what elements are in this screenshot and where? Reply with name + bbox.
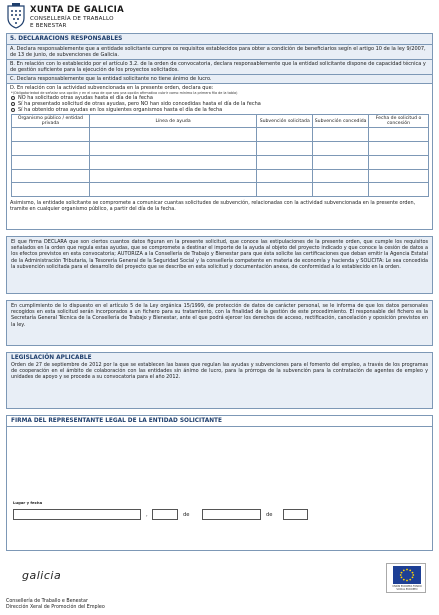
table-cell[interactable] xyxy=(369,128,429,142)
table-row xyxy=(12,128,429,142)
col-granted: Subvención concedida xyxy=(313,115,369,128)
signature-section xyxy=(6,415,433,551)
signature-title: FIRMA DEL REPRESENTANTE LEGAL DE LA ENTIDAD SOLICITANTE xyxy=(7,416,432,427)
day-field[interactable] xyxy=(152,509,178,520)
option-aid-obtained-label: Sí ha obtenido otras ayudas en los siguientes organismos hasta el día de la fecha xyxy=(18,107,223,114)
legislation-title: LEGISLACIÓN APLICABLE xyxy=(11,355,92,361)
table-cell[interactable] xyxy=(313,128,369,142)
brand-title: XUNTA DE GALICIA xyxy=(30,5,124,15)
table-cell[interactable] xyxy=(257,169,313,183)
table-cell[interactable] xyxy=(257,155,313,169)
option-requested-not-granted-label: Sí ha presentado solicitud de otras ayudas, pero NO han sido concedidas hasta el día de la fecha xyxy=(18,101,261,108)
brand-subtitle xyxy=(30,16,114,29)
option-aid-obtained-radio[interactable] xyxy=(11,108,15,112)
table-cell[interactable] xyxy=(369,183,429,197)
table-cell[interactable] xyxy=(313,142,369,156)
comma-separator: , xyxy=(146,512,148,518)
declarations-section xyxy=(6,33,433,230)
table-cell[interactable] xyxy=(12,128,90,142)
declaration-d-note: *(Obligatoriedad de señalar una opción y en el caso de que sea una opción afirmativa cubrir como mínimo la primera fila de la tabla) xyxy=(11,91,238,95)
table-cell[interactable] xyxy=(257,128,313,142)
de-separator-2: de xyxy=(266,512,273,518)
xunta-crest-icon xyxy=(6,3,26,29)
privacy-section xyxy=(6,300,433,346)
table-cell[interactable] xyxy=(313,183,369,197)
option-no-aid-label: NO ha solicitado otras ayudas hasta el día de la fecha xyxy=(18,95,153,102)
table-row xyxy=(12,155,429,169)
table-cell[interactable] xyxy=(369,169,429,183)
month-field[interactable] xyxy=(202,509,261,520)
declaration-a: A. Declara responsablemente que a entidade solicitante cumpre os requisitos establecidos para obter a condición de beneficiarios segín el artigo 10 de la ley 9/2007, de 13 de junio, de subvenciones de Galicia. xyxy=(7,45,432,60)
table-row xyxy=(12,142,429,156)
table-cell[interactable] xyxy=(313,155,369,169)
eu-flag-icon xyxy=(393,566,421,584)
place-date-label: Lugar y fecha xyxy=(13,500,43,505)
col-requested: Subvención solicitada xyxy=(257,115,313,128)
col-aid-line: Línea de ayuda xyxy=(89,115,256,128)
footer-lines xyxy=(6,599,105,611)
legislation-text: Orden de 27 de septiembre de 2012 por la que se establecen las bases que regulan las ayudas y subvenciones para el fomento del empleo, a través de los programas de cooperación en el ámbito de colaboración con las entidades sin ánimo de lucro, para la prórroga de la subvención para la contratación de agentes de empleo y unidades de apoyo y se procede a su convocatoria para el año 2012. xyxy=(11,362,428,381)
other-aid-table xyxy=(11,114,429,197)
table-cell[interactable] xyxy=(12,183,90,197)
table-cell[interactable] xyxy=(89,155,256,169)
brand-subtitle-line-2: E BENESTAR xyxy=(30,22,67,29)
table-cell[interactable] xyxy=(12,142,90,156)
table-cell[interactable] xyxy=(12,155,90,169)
declaration-d-title: D. En relación con la actividad subvencionada en la presente orden, declara que: xyxy=(10,85,214,91)
col-date: Fecha de solicitud o concesión xyxy=(369,115,429,128)
footer-line-2: Dirección Xeral de Promoción del Empleo xyxy=(6,605,105,611)
declares-text: El que firma DECLARA que son ciertos cuantos datos figuran en la presente solicitud, que conoce las estipulaciones de la presente orden, que cumple los requisitos señalados en la orden que regula estas ayudas, que se compromete a destinar el importe de la ayuda al objeto del proyecto indicado y que conoce la cesión de datos a los efectos previstos en esta convocatoria; AUTORIZA a la Consellería de Trabajo y Bienestar para que ésta solicite las certificaciones que deban emitir la Agencia Estatal de la Administración Tributaria, la Tesorería General de la Seguridad Social y la consellería competente en materia de economía y hacienda y SOLICITA: Le sea concedida la subvención solicitada para el desarrollo del proyecto que se describe en esta solicitud y documentación anexa, de conformidad a lo establecido en la orden. xyxy=(11,239,428,270)
legislation-section xyxy=(6,352,433,409)
table-cell[interactable] xyxy=(89,169,256,183)
table-row xyxy=(12,169,429,183)
table-cell[interactable] xyxy=(89,183,256,197)
table-cell[interactable] xyxy=(369,155,429,169)
table-cell[interactable] xyxy=(369,142,429,156)
declaration-d xyxy=(7,84,432,214)
option-no-aid-radio[interactable] xyxy=(11,96,15,100)
brand-subtitle-line-1: CONSELLERÍA DE TRABALLO xyxy=(30,16,114,22)
footer-line-1: Consellería de Traballo e Benestar xyxy=(6,599,88,604)
col-organism: Organismo público / entidad privada xyxy=(12,115,90,128)
declares-authorizes-section xyxy=(6,236,433,294)
privacy-text: En cumplimiento de lo dispuesto en el artículo 5 de la Ley orgánica 15/1999, de protección de datos de carácter personal, se le informa de que los datos personales recogidos en esta solicitud serán incorporados a un fichero para su tratamiento, con la finalidad de la gestión de este procedimiento. El responsable del fichero es la Secretaría General Técnica de la Consellería de Trabajo y Bienestar, ante el que podrá ejercer los derechos de acceso, rectificación, cancelación y oposición previstos en la ley. xyxy=(11,303,428,328)
option-aid-obtained[interactable] xyxy=(9,107,430,113)
table-cell[interactable] xyxy=(313,169,369,183)
table-cell[interactable] xyxy=(89,142,256,156)
table-cell[interactable] xyxy=(257,183,313,197)
eu-caption: UNIÓN EUROPEA FONDO SOCIAL EUROPEO xyxy=(392,585,422,591)
page-header xyxy=(6,3,433,33)
table-row xyxy=(12,183,429,197)
declaration-c: C. Declara responsablemente que la entidad solicitante no tiene ánimo de lucro. xyxy=(7,75,432,84)
year-field[interactable] xyxy=(283,509,308,520)
eu-logo xyxy=(386,563,426,593)
place-field[interactable] xyxy=(13,509,141,520)
table-cell[interactable] xyxy=(257,142,313,156)
table-cell[interactable] xyxy=(89,128,256,142)
declarations-title: 5. DECLARACIONS RESPONSABLES xyxy=(7,34,432,45)
table-cell[interactable] xyxy=(12,169,90,183)
declaration-closing: Asimismo, la entidade solicitante se compromete a comunicar cuantas solicitudes de subvención, relacionadas con la actividad subvencionada en la presente orden, tramite en cualquier organismo público, a partir del día de la fecha. xyxy=(10,200,416,213)
galicia-logo: galicia xyxy=(22,569,62,582)
declaration-b: B. En relación con lo establecido por el artículo 3.2. de la orden de convocatoria, declara responsablemente que la entidad solicitante dispone de capacidad técnica y de gestión suficiente para la ejecución de los proyectos solicitados. xyxy=(7,60,432,75)
de-separator-1: de xyxy=(183,512,190,518)
option-requested-not-granted-radio[interactable] xyxy=(11,102,15,106)
